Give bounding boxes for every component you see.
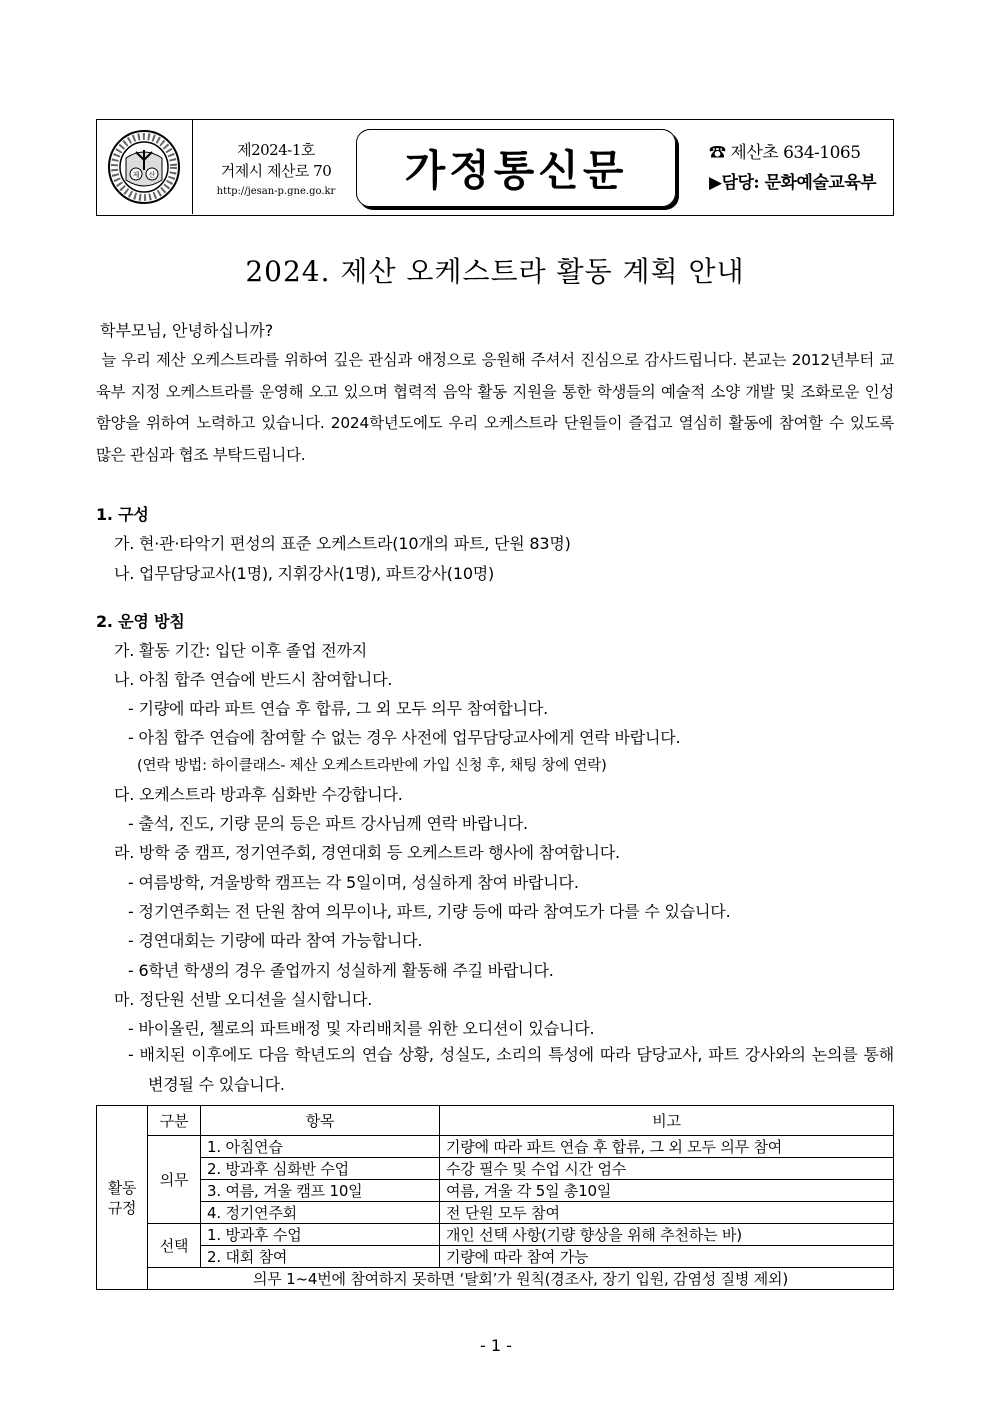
intro-paragraph: [96, 345, 894, 471]
issue-info: [201, 140, 351, 200]
note-cell: 여름, 겨울 각 5일 총10일: [440, 1180, 894, 1202]
school-logo: [97, 120, 193, 214]
list-subitem: - 정기연주회는 전 단원 참여 의무이나, 파트, 기량 등에 따라 참여도가 다를 수 있습니다.: [128, 902, 731, 921]
logo-char-2: 산: [148, 171, 156, 179]
list-item: 나. 아침 합주 연습에 반드시 참여합니다.: [114, 670, 393, 689]
note-cell: 개인 선택 사항(기량 향상을 위해 추천하는 바): [440, 1224, 894, 1246]
note-cell: 기량에 따라 파트 연습 후 합류, 그 외 모두 의무 참여: [440, 1136, 894, 1158]
newsletter-header: [96, 119, 894, 216]
col-header: 항목: [201, 1106, 440, 1136]
table-footer-note: 의무 1~4번에 참여하지 못하면 ‘탈회’가 원칙(경조사, 장기 입원, 감염성 질병 제외): [148, 1268, 894, 1290]
list-item: 라. 방학 중 캠프, 정기연주회, 경연대회 등 오케스트라 행사에 참여합니다.: [114, 843, 620, 862]
item-cell: 3. 여름, 겨울 캠프 10일: [201, 1180, 440, 1202]
table-row: [97, 1224, 894, 1246]
school-url: http://jesan-p.gne.go.kr: [216, 186, 336, 197]
table-row: [97, 1202, 894, 1224]
table-row: [97, 1180, 894, 1202]
list-subitem: - 바이올린, 첼로의 파트배정 및 자리배치를 위한 오디션이 있습니다.: [128, 1019, 595, 1038]
note-cell: 전 단원 모두 참여: [440, 1202, 894, 1224]
section-heading-composition: 1. 구성: [96, 505, 149, 524]
item-cell: 4. 정기연주회: [201, 1202, 440, 1224]
list-subitem: - 아침 합주 연습에 참여할 수 없는 경우 사전에 업무담당교사에게 연락 바랍니다.: [128, 728, 681, 747]
newsletter-title: 가정통신문: [404, 146, 628, 195]
note-cell: 기량에 따라 참여 가능: [440, 1246, 894, 1268]
greeting: 학부모님, 안녕하십니까?: [100, 321, 274, 340]
row-heading: 활동 규정: [107, 1178, 137, 1217]
department: ▶담당: 문화예술교육부: [709, 173, 877, 193]
item-cell: 2. 방과후 심화반 수업: [201, 1158, 440, 1180]
note-cell: 수강 필수 및 수업 시간 엄수: [440, 1158, 894, 1180]
col-header: 비고: [440, 1106, 894, 1136]
issue-number: 제2024-1호: [237, 141, 315, 159]
item-cell: 1. 방과후 수업: [201, 1224, 440, 1246]
section-heading-policy: 2. 운영 방침: [96, 612, 185, 631]
list-subitem: - 기량에 따라 파트 연습 후 합류, 그 외 모두 의무 참여합니다.: [128, 699, 548, 718]
row-heading-cell: [97, 1106, 148, 1290]
school-address: 거제시 제산로 70: [220, 162, 332, 180]
list-item: 가. 현·관·타악기 편성의 표준 오케스트라(10개의 파트, 단원 83명): [114, 534, 571, 553]
group-cell: 선택: [148, 1224, 201, 1268]
list-subitem: - 출석, 진도, 기량 문의 등은 파트 강사님께 연락 바랍니다.: [128, 814, 528, 833]
list-item: 다. 오케스트라 방과후 심화반 수강합니다.: [114, 785, 403, 804]
list-item: 가. 활동 기간: 입단 이후 졸업 전까지: [114, 641, 367, 660]
intro-text: 늘 우리 제산 오케스트라를 위하여 깊은 관심과 애정으로 응원해 주셔서 진심으로 감사드립니다. 본교는 2012년부터 교육부 지정 오케스트라를 운영해 오고 있으며 협력적 음악 활동 지원을 통한 학생들의 예술적 소양 개발 및 조화로운 인성 함양을 위하여 노력하고 있습니다. 2024학년도에도 우리 오케스트라 단원들이 즐겁고 열심히 활동에 참여할 수 있도록 많은 관심과 협조 부탁드립니다.: [96, 351, 894, 464]
phone-number: ☎ 제산초 634-1065: [709, 143, 861, 163]
list-item: 마. 정단원 선발 오디션을 실시합니다.: [114, 990, 373, 1009]
list-subitem-wrapped: - 배치된 이후에도 다음 학년도의 연습 상황, 성실도, 소리의 특성에 따라 담당교사, 파트 강사와의 논의를 통해 변경될 수 있습니다.: [128, 1045, 894, 1094]
item-cell: 2. 대회 참여: [201, 1246, 440, 1268]
list-subitem: - 경연대회는 기량에 따라 참여 가능합니다.: [128, 931, 423, 950]
activity-rules-table: [96, 1105, 894, 1290]
group-cell: 의무: [148, 1136, 201, 1224]
contact-info: [709, 138, 895, 198]
contact-note: (연락 방법: 하이클래스- 제산 오케스트라반에 가입 신청 후, 채팅 창에 연락): [137, 758, 607, 774]
table-row: [97, 1136, 894, 1158]
page-title: 2024. 제산 오케스트라 활동 계획 안내: [245, 255, 745, 288]
newsletter-title-box: [356, 129, 676, 207]
page-number: - 1 -: [480, 1336, 512, 1355]
table-header-row: [97, 1106, 894, 1136]
list-item: 나. 업무담당교사(1명), 지휘강사(1명), 파트강사(10명): [114, 564, 495, 583]
logo-char-1: 제: [132, 171, 140, 179]
list-subitem: - 6학년 학생의 경우 졸업까지 성실하게 활동해 주길 바랍니다.: [128, 961, 554, 980]
col-header: 구분: [148, 1106, 201, 1136]
list-subitem: - 여름방학, 겨울방학 캠프는 각 5일이며, 성실하게 참여 바랍니다.: [128, 873, 579, 892]
item-cell: 1. 아침연습: [201, 1136, 440, 1158]
school-emblem-icon: [106, 128, 182, 206]
table-row: [97, 1246, 894, 1268]
table-row: [97, 1158, 894, 1180]
table-footer-row: [97, 1268, 894, 1290]
